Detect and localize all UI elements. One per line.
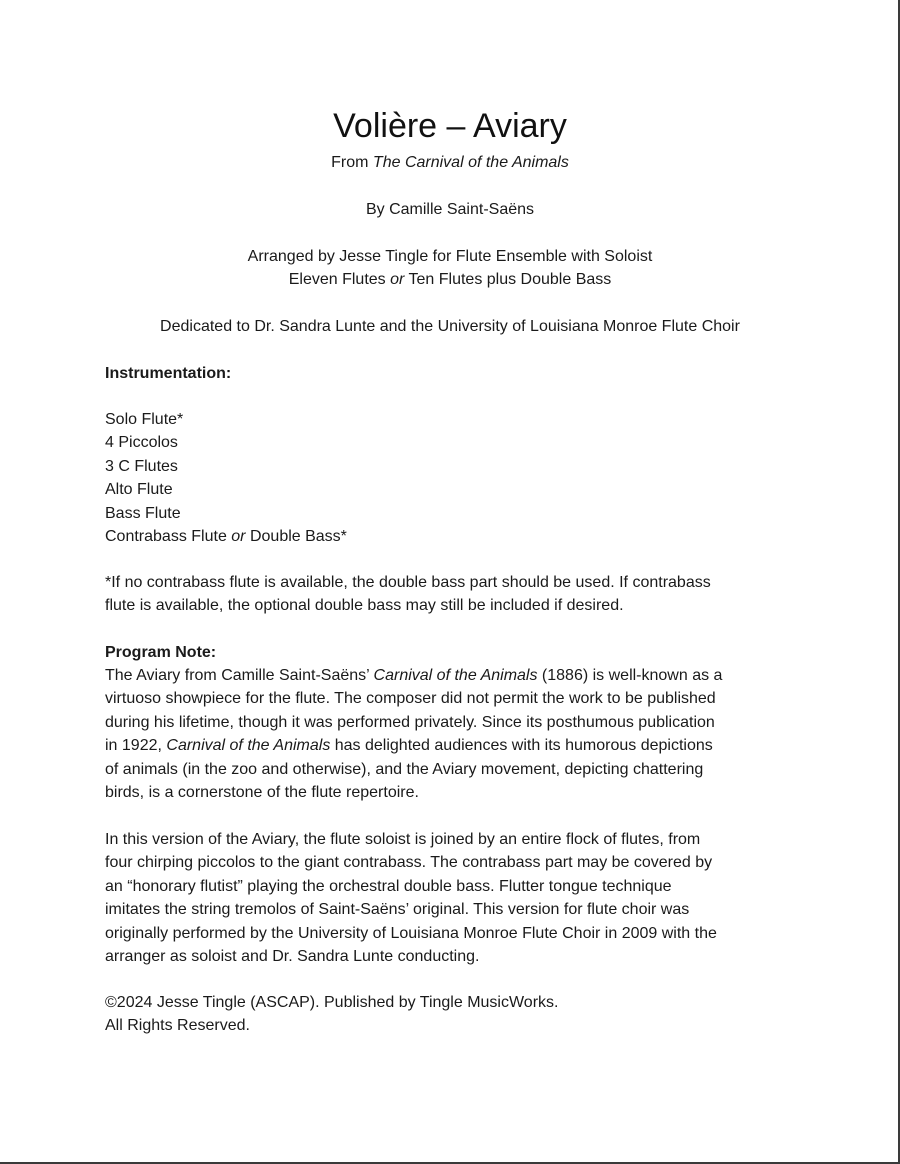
text-run: The Aviary from Camille Saint-Saëns’ — [105, 667, 374, 684]
program-note-paragraph-2 — [105, 828, 795, 968]
paragraph-line: imitates the string tremolos of Saint-Saëns’ original. This version for flute choir was — [105, 901, 690, 919]
instrument-item: 3 C Flutes — [105, 457, 178, 475]
paragraph-line — [105, 664, 795, 687]
arranger-line: Arranged by Jesse Tingle for Flute Ensemble with Soloist — [247, 248, 653, 265]
paragraph-line — [105, 734, 795, 757]
rights-line: All Rights Reserved. — [105, 1017, 250, 1035]
scoring-option-a: Eleven Flutes — [288, 271, 391, 288]
instrument-item: Alto Flute — [105, 481, 173, 499]
instrument-or: or — [231, 527, 246, 545]
scoring-line — [0, 268, 900, 291]
text-run: (1886) is well-known as a — [537, 667, 723, 684]
composer-line: By Camille Saint-Saëns — [365, 201, 535, 218]
instrumentation-heading: Instrumentation: — [105, 365, 232, 382]
scoring-option-b: Ten Flutes plus Double Bass — [404, 271, 612, 288]
paragraph-line: of animals (in the zoo and otherwise), and the Aviary movement, depicting chattering — [105, 760, 704, 778]
dedication-line: Dedicated to Dr. Sandra Lunte and the University of Louisiana Monroe Flute Choir — [160, 318, 740, 335]
paragraph-line: during his lifetime, though it was performed privately. Since its posthumous publication — [105, 713, 715, 731]
work-title: Carnival of the Animals — [373, 667, 538, 684]
from-prefix: From — [331, 154, 373, 171]
program-note-heading: Program Note: — [105, 644, 217, 661]
page-title: Volière – Aviary — [333, 107, 567, 145]
scoring-or: or — [390, 271, 405, 288]
paragraph-line: virtuoso showpiece for the flute. The composer did not permit the work to be published — [105, 690, 716, 708]
copyright-line: ©2024 Jesse Tingle (ASCAP). Published by Tingle MusicWorks. — [105, 994, 559, 1011]
text-run: in 1922, — [105, 737, 167, 755]
instrument-item: Bass Flute — [105, 504, 181, 522]
source-work-line — [0, 151, 900, 174]
instrument-item — [105, 525, 795, 548]
paragraph-line: birds, is a cornerstone of the flute repertoire. — [105, 784, 419, 802]
copyright-notice — [105, 991, 795, 1038]
paragraph-line: four chirping piccolos to the giant contrabass. The contrabass part may be covered by — [105, 854, 713, 872]
source-work-title: The Carnival of the Animals — [372, 154, 569, 171]
instrumentation-list — [105, 408, 795, 548]
instrument-option-a: Contrabass Flute — [105, 527, 232, 545]
text-run: has delighted audiences with its humorous depictions — [330, 737, 713, 755]
instrument-item: Solo Flute* — [105, 411, 184, 428]
paragraph-line: arranger as soloist and Dr. Sandra Lunte conducting. — [105, 948, 480, 966]
instrument-item: 4 Piccolos — [105, 434, 178, 452]
paragraph-line: In this version of the Aviary, the flute soloist is joined by an entire flock of flutes, from — [105, 831, 701, 848]
work-title: Carnival of the Animals — [166, 737, 331, 755]
paragraph-line: originally performed by the University of Louisiana Monroe Flute Choir in 2009 with the — [105, 924, 717, 942]
footnote-line: *If no contrabass flute is available, the double bass part should be used. If contrabass — [105, 574, 711, 591]
program-note-paragraph-1 — [105, 664, 795, 804]
instrument-option-b: Double Bass* — [245, 527, 347, 545]
instrumentation-footnote — [105, 571, 795, 618]
paragraph-line: an “honorary flutist” playing the orchestral double bass. Flutter tongue technique — [105, 877, 672, 895]
footnote-line: flute is available, the optional double bass may still be included if desired. — [105, 597, 624, 615]
